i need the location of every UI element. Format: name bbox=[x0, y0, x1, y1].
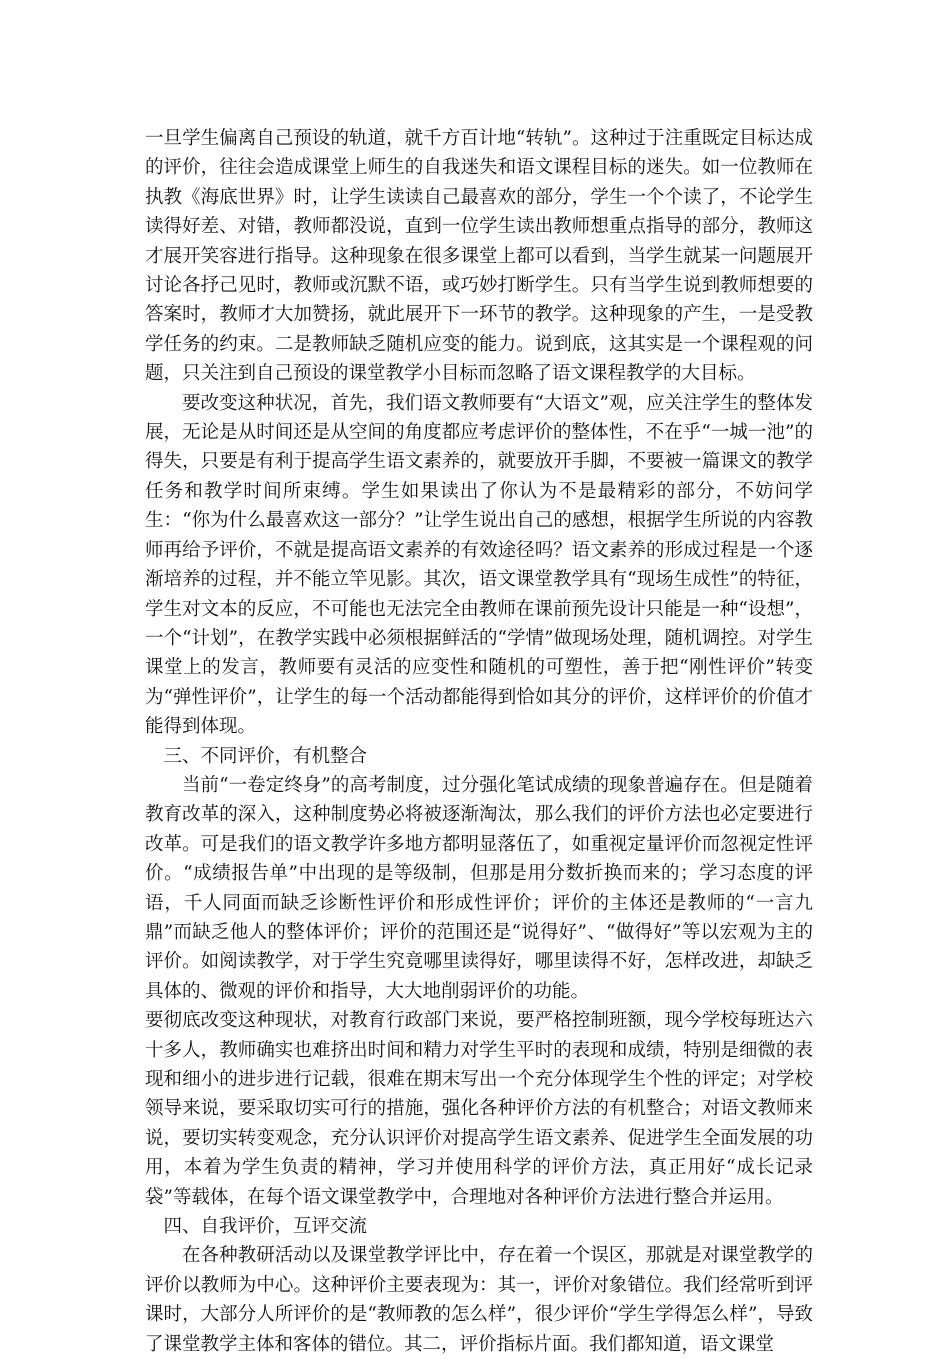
paragraph-4: 要彻底改变这种现状，对教育行政部门来说，要严格控制班额，现今学校每班达六十多人，教师确实也难挤出时间和精力对学生平时的表现和成绩，特别是细微的表现和细小的进步进行记载，很难在期末写出一个充分体现学生个性的评定；对学校领导来说，要采取切实可行的措施，强化各种评价方法的有机整合；对语文教师来说，要切实转变观念，充分认识评价对提高学生语文素养、促进学生全面发展的功用，本着为学生负责的精神，学习并使用科学的评价方法，真正用好“成长记录袋”等载体，在每个语文课堂教学中，合理地对各种评价方法进行整合并运用。 bbox=[145, 1010, 813, 1208]
paragraph-5: 在各种教研活动以及课堂教学评比中，存在着一个误区，那就是对课堂教学的评价以教师为中心。这种评价主要表现为：其一，评价对象错位。我们经常听到评课时，大部分人所评价的是“教师教的怎么样”，很少评价“学生学得怎么样”，导致了课堂教学主体和客体的错位。其二，评价指标片面。我们都知道，语文课堂 bbox=[145, 1245, 813, 1355]
section-heading-3: 三、不同评价，有机整合 bbox=[163, 745, 368, 767]
section-heading-4: 四、自我评价，互评交流 bbox=[163, 1216, 368, 1238]
document-page bbox=[145, 124, 813, 1359]
paragraph-3: 当前“一卷定终身”的高考制度，过分强化笔试成绩的现象普遍存在。但是随着教育改革的深入，这种制度势必将被逐渐淘汰，那么我们的评价方法也必定要进行改革。可是我们的语文教学许多地方都明显落伍了，如重视定量评价而忽视定性评价。“成绩报告单”中出现的是等级制，但那是用分数折换而来的；学习态度的评语，千人同面而缺乏诊断性评价和形成性评价；评价的主体还是教师的“一言九鼎”而缺乏他人的整体评价；评价的范围还是“说得好”、“做得好”等以宏观为主的评价。如阅读教学，对于学生究竟哪里读得好，哪里读得不好，怎样改进，却缺乏具体的、微观的评价和指导，大大地削弱评价的功能。 bbox=[145, 774, 813, 1002]
paragraph-1: 一旦学生偏离自己预设的轨道，就千方百计地“转轨”。这种过于注重既定目标达成的评价，往往会造成课堂上师生的自我迷失和语文课程目标的迷失。如一位教师在执教《海底世界》时，让学生读读自己最喜欢的部分，学生一个个读了，不论学生读得好差、对错，教师都没说，直到一位学生读出教师想重点指导的部分，教师这才展开笑容进行指导。这种现象在很多课堂上都可以看到，当学生就某一问题展开讨论各抒己见时，教师或沉默不语，或巧妙打断学生。只有当学生说到教师想要的答案时，教师才大加赞扬，就此展开下一环节的教学。这种现象的产生，一是受教学任务的约束。二是教师缺乏随机应变的能力。说到底，这其实是一个课程观的问题，只关注到自己预设的课堂教学小目标而忽略了语文课程教学的大目标。 bbox=[145, 128, 813, 385]
paragraph-2: 要改变这种状况，首先，我们语文教师要有“大语文”观，应关注学生的整体发展，无论是从时间还是从空间的角度都应考虑评价的整体性，不在乎“一城一池”的得失，只要是有利于提高学生语文素养的，就要放开手脚，不要被一篇课文的教学任务和教学时间所束缚。学生如果读出了你认为不是最精彩的部分，不妨问学生：“你为什么最喜欢这一部分？”让学生说出自己的感想，根据学生所说的内容教师再给予评价，不就是提高语文素养的有效途径吗？语文素养的形成过程是一个逐渐培养的过程，并不能立竿见影。其次，语文课堂教学具有“现场生成性”的特征，学生对文本的反应，不可能也无法完全由教师在课前预先设计只能是一种“设想”，一个“计划”，在教学实践中必须根据鲜活的“学情”做现场处理，随机调控。对学生课堂上的发言，教师要有灵活的应变性和随机的可塑性，善于把“刚性评价”转变为“弹性评价”，让学生的每一个活动都能得到恰如其分的评价，这样评价的价值才能得到体现。 bbox=[145, 392, 813, 738]
